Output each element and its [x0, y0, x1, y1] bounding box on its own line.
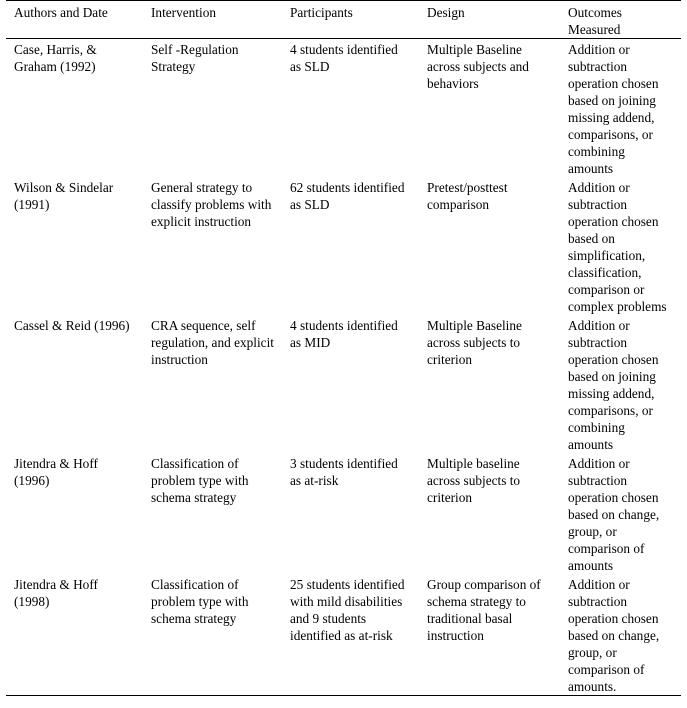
table-row — [6, 453, 681, 574]
header-design: Design — [427, 5, 465, 20]
table-row — [6, 177, 681, 315]
cell-participants: 25 students identified with mild disabilities and 9 students identified as at-risk — [290, 577, 405, 643]
cell-design: Pretest/posttest comparison — [427, 180, 508, 212]
header-row — [6, 1, 681, 39]
cell-authors: Jitendra & Hoff (1996) — [14, 456, 98, 488]
cell-participants: 4 students identified as MID — [290, 318, 398, 350]
header-outcomes-measured: Outcomes Measured — [568, 5, 622, 37]
cell-authors: Case, Harris, & Graham (1992) — [14, 42, 97, 74]
cell-authors: Jitendra & Hoff (1998) — [14, 577, 98, 609]
table-header — [6, 1, 681, 39]
cell-intervention: General strategy to classify problems with explicit instruction — [151, 180, 272, 229]
header-authors-and-date: Authors and Date — [14, 5, 108, 20]
cell-design: Multiple Baseline across subjects and behaviors — [427, 42, 529, 91]
header-intervention: Intervention — [151, 5, 216, 20]
cell-outcomes: Addition or subtraction operation chosen based on change, group, or comparison of amounts. — [568, 577, 660, 694]
cell-outcomes: Addition or subtraction operation chosen based on joining missing addend, comparisons, or combining amounts — [568, 42, 659, 176]
cell-participants: 3 students identified as at-risk — [290, 456, 398, 488]
cell-design: Multiple baseline across subjects to criterion — [427, 456, 521, 505]
table-row — [6, 574, 681, 696]
header-participants: Participants — [290, 5, 353, 20]
cell-authors: Wilson & Sindelar (1991) — [14, 180, 114, 212]
table-body — [6, 39, 681, 696]
cell-authors: Cassel & Reid (1996) — [14, 318, 130, 333]
cell-intervention: Self -Regulation Strategy — [151, 42, 239, 74]
literature-review-table — [6, 1, 681, 696]
cell-participants: 4 students identified as SLD — [290, 42, 398, 74]
table-row — [6, 315, 681, 453]
cell-participants: 62 students identified as SLD — [290, 180, 405, 212]
cell-intervention: Classification of problem type with schema strategy — [151, 456, 249, 505]
cell-design: Multiple Baseline across subjects to criterion — [427, 318, 522, 367]
cell-outcomes: Addition or subtraction operation chosen based on simplification, classification, comparison or complex problems — [568, 180, 667, 314]
cell-intervention: Classification of problem type with schema strategy — [151, 577, 249, 626]
cell-outcomes: Addition or subtraction operation chosen based on change, group, or comparison of amounts — [568, 456, 660, 573]
cell-outcomes: Addition or subtraction operation chosen based on joining missing addend, comparisons, or combining amounts — [568, 318, 659, 452]
cell-design: Group comparison of schema strategy to traditional basal instruction — [427, 577, 541, 643]
table-row — [6, 39, 681, 178]
cell-intervention: CRA sequence, self regulation, and explicit instruction — [151, 318, 274, 367]
